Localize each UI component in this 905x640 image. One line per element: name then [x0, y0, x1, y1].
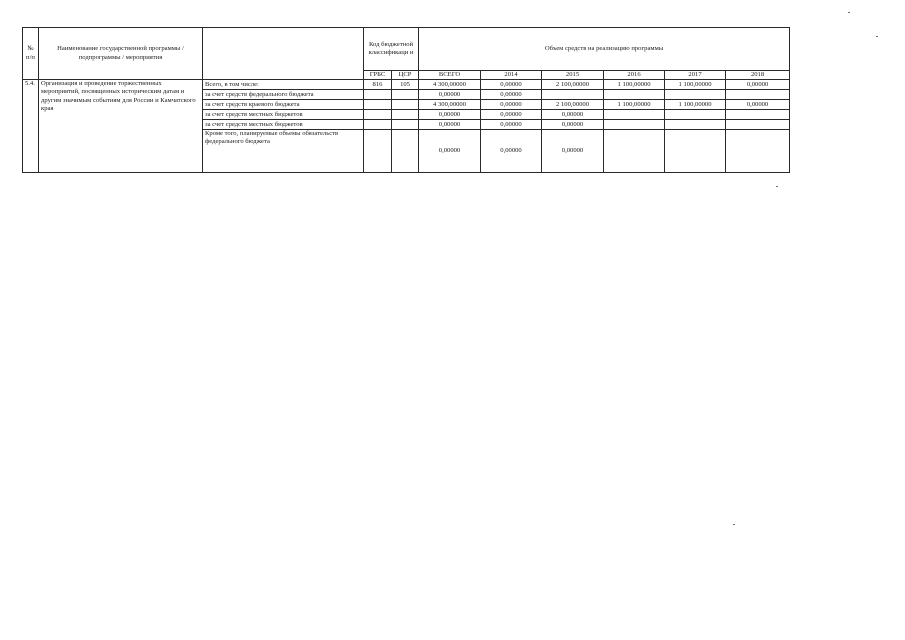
- value-cell: [726, 90, 790, 100]
- header-year-total: ВСЕГО: [419, 71, 481, 80]
- value-cell: [726, 110, 790, 120]
- header-year-2015: 2015: [542, 71, 604, 80]
- value-cell: [665, 120, 726, 130]
- value-cell: 1 100,00000: [604, 100, 665, 110]
- header-year-2016: 2016: [604, 71, 665, 80]
- value-cell: [604, 110, 665, 120]
- value-cell: [665, 90, 726, 100]
- grbs-cell: [364, 120, 392, 130]
- value-cell: 0,00000: [481, 110, 542, 120]
- header-code: Код бюджетной классификаци и: [364, 28, 419, 71]
- value-cell: 4 300,00000: [419, 100, 481, 110]
- value-cell: 0,00000: [419, 130, 481, 173]
- header-source: [203, 28, 364, 80]
- header-row: [23, 28, 790, 71]
- header-number: № п/п: [23, 28, 39, 80]
- source-label: за счет средств краевого бюджета: [203, 100, 364, 110]
- header-year-2014: 2014: [481, 71, 542, 80]
- header-year-2017: 2017: [665, 71, 726, 80]
- csr-cell: 105: [392, 80, 419, 90]
- grbs-cell: 816: [364, 80, 392, 90]
- table-row: [23, 80, 790, 90]
- value-cell: 1 100,00000: [604, 80, 665, 90]
- value-cell: 0,00000: [419, 120, 481, 130]
- scan-speck: [848, 12, 850, 13]
- value-cell: 0,00000: [481, 130, 542, 173]
- value-cell: 0,00000: [481, 80, 542, 90]
- value-cell: 0,00000: [542, 120, 604, 130]
- value-cell: 4 300,00000: [419, 80, 481, 90]
- value-cell: [726, 130, 790, 173]
- csr-cell: [392, 100, 419, 110]
- header-grbs: ГРБС: [364, 71, 392, 80]
- csr-cell: [392, 90, 419, 100]
- value-cell: 0,00000: [481, 90, 542, 100]
- value-cell: 0,00000: [419, 90, 481, 100]
- csr-cell: [392, 130, 419, 173]
- value-cell: 0,00000: [481, 120, 542, 130]
- value-cell: 0,00000: [419, 110, 481, 120]
- grbs-cell: [364, 90, 392, 100]
- source-label: Кроме того, планируемые объемы обязательств федерального бюджета: [203, 130, 364, 173]
- value-cell: [665, 130, 726, 173]
- source-label: Всего, в том числе:: [203, 80, 364, 90]
- grbs-cell: [364, 110, 392, 120]
- value-cell: [542, 90, 604, 100]
- row-number: 5.4.: [23, 80, 39, 173]
- value-cell: [665, 110, 726, 120]
- source-label: за счет средств федерального бюджета: [203, 90, 364, 100]
- header-volume: Объем средств на реализацию программы: [419, 28, 790, 71]
- csr-cell: [392, 110, 419, 120]
- header-name: Наименование государственной программы / подпрограммы / мероприятия: [39, 28, 203, 80]
- value-cell: 0,00000: [542, 130, 604, 173]
- value-cell: 1 100,00000: [665, 80, 726, 90]
- csr-cell: [392, 120, 419, 130]
- source-label: за счет средств местных бюджетов: [203, 110, 364, 120]
- value-cell: 2 100,00000: [542, 100, 604, 110]
- value-cell: 1 100,00000: [665, 100, 726, 110]
- header-csr: ЦСР: [392, 71, 419, 80]
- value-cell: [604, 120, 665, 130]
- row-name: Организация и проведение торжественных мероприятий, посвященных историческим датам и другим значимым событиям для России и Камчатского края: [39, 80, 203, 173]
- scan-speck: [776, 186, 778, 187]
- value-cell: [604, 90, 665, 100]
- value-cell: [726, 120, 790, 130]
- header-year-2018: 2018: [726, 71, 790, 80]
- program-table: [22, 27, 790, 173]
- source-label: за счет средств местных бюджетов: [203, 120, 364, 130]
- value-cell: 0,00000: [726, 80, 790, 90]
- value-cell: 0,00000: [542, 110, 604, 120]
- value-cell: 2 100,00000: [542, 80, 604, 90]
- scan-speck: [876, 36, 878, 37]
- scan-speck: [733, 524, 735, 525]
- value-cell: [604, 130, 665, 173]
- value-cell: 0,00000: [481, 100, 542, 110]
- grbs-cell: [364, 130, 392, 173]
- value-cell: 0,00000: [726, 100, 790, 110]
- grbs-cell: [364, 100, 392, 110]
